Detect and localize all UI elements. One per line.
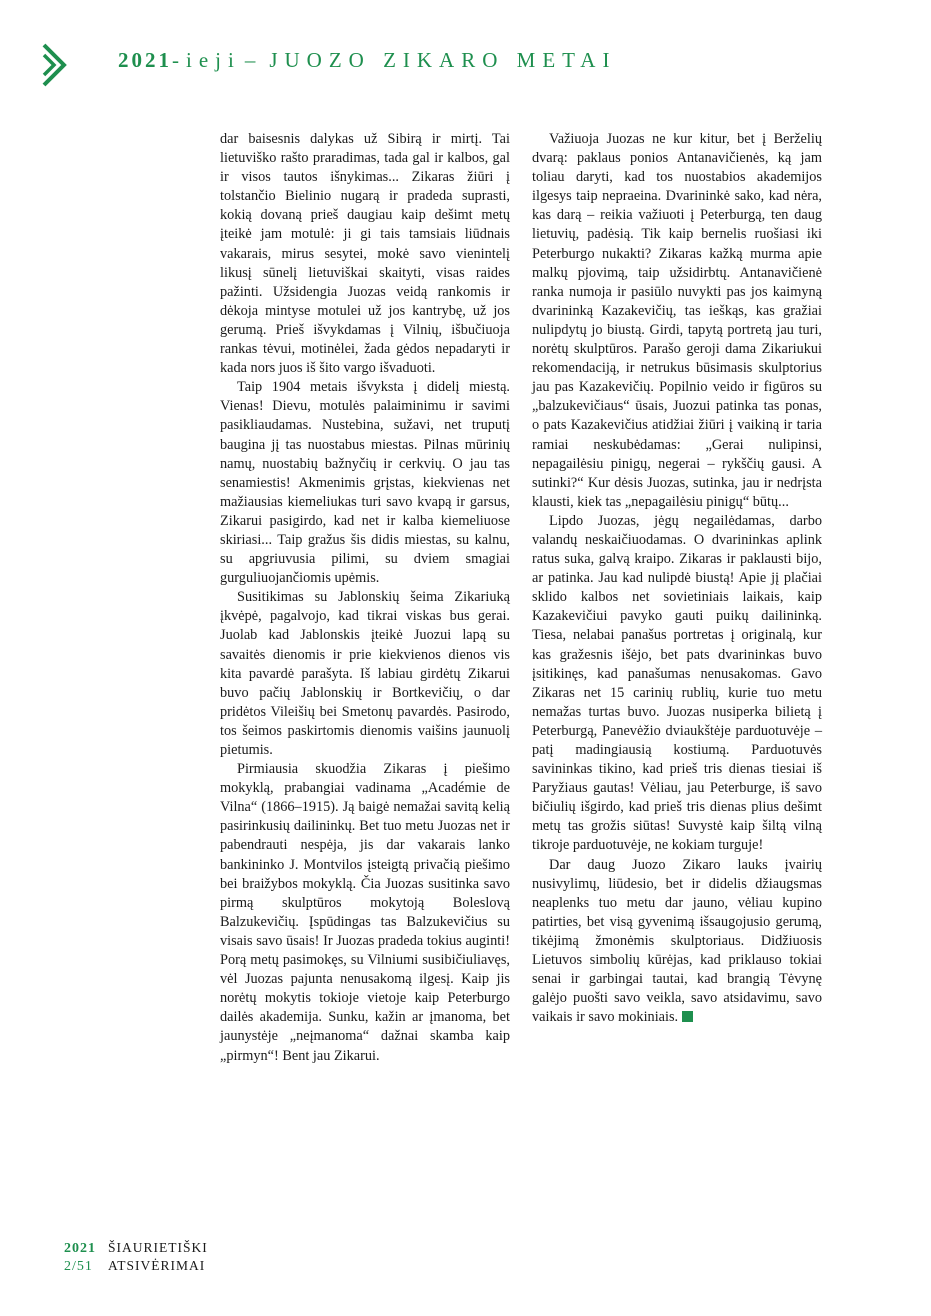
page-number: 2/51 <box>64 1259 93 1274</box>
square-end-mark <box>682 1011 693 1022</box>
paragraph-text: Dar daug Juozo Zikaro lauks įvairių nusivylimų, liūdesio, bet ir didelis džiaugsmas neaplenks tuo metu dar jauno, vėliau kupino patirties, bet visą gyvenimą išsaugojusio gerumą, tikėjimą žmonėmis skulptoriaus. Didžiuosis Lietuvos simbolių kūrėjas, kad priklauso tokiai senai ir garbingai tautai, kad brangią Tėvynę galėjo puošti savo veikla, savo atsidavimu, savo vaikais ir savo mokiniais. <box>532 856 822 1026</box>
magazine-name-line2: ATSIVĖRIMAI <box>108 1258 206 1273</box>
paragraph: Pirmiausia skuodžia Zikaras į piešimo mokyklą, prabangiai vadinama „Académie de Vilna“ (1866–1915). Ją baigė nemažai savitą kelią pasirinkusių dailininkų. Bet tuo metu Juozas net ir pabendrauti nespėja, jis dar vakarais lanko bankininko J. Montvilos įsteigtą privačią piešimo bei braižybos mokyklą. Čia Juozas susitinka savo pirmą skulptūros mokytoją Boleslovą Balzukevičių. Įspūdingas tas Balzukevičius su visais savo ūsais! Ir Juozas pradeda tokius auginti! Porą metų pasimokęs, su Vilniumi susibičiuliavęs, vėl Juozas pajunta nenusakomą ilgesį. Kaip jis norėtų mokytis tokioje vietoje kaip Peterburgo dailės akademija. Sunku, kažin ar įmanoma, bet jaunystėje „neįmanoma“ dažnai skamba kaip „pirmyn“! Bent jau Zikarui. <box>220 761 510 1064</box>
paragraph: dar baisesnis dalykas už Sibirą ir mirtį. Tai lietuviško rašto praradimas, tada gal ir kalbos, gal ir visos tautos išnykimas... Zikaras žiūri į tolstančio Bielinio nugarą ir pradeda suprasti, kokią dovaną prieš daugiau kaip dešimt metų įteikė jam motulė: ji gi tais tamsiais liūdnais vakarais, mirus sesytei, mokė savo vienintelį likusį sūnelį lietuviškai skaityti, visas raides pažinti. Užsidengia Juozas veidą rankomis ir dėkoja mintyse motulei už jos kantrybę, už jos gerumą. Prieš išvykdamas į Vilnių, išbučiuoja rankas tėvui, motinėlei, žada gėdos nepadaryti ir kada nors juos iš šito vargo išvaduoti. <box>220 131 510 377</box>
paragraph: Taip 1904 metais išvyksta į didelį miestą. Vienas! Dievu, motulės palaiminimu ir savimi pasikliaudamas. Nustebina, sužavi, net truputį baugina jį tas nuostabus miestas. Pilnas mūrinių namų, nuostabių bažnyčių ir cerkvių. O jau tas senamiestis! Akmenimis grįstas, kiekvienas net mažiausias kiemeliukas turi savo kvapą ir garsus, Zikarui pasigirdo, kad net ir kalba kiemeliuose skiriasi... Taip gražus šis didis miestas, su kalnu, su apgriuvusia pilimi, su dviem smagiai gurguliuojančiomis upėmis. <box>220 379 510 587</box>
header-dash: – <box>244 48 256 72</box>
article-column-right <box>532 130 822 1027</box>
paragraph: Važiuoja Juozas ne kur kitur, bet į Berželių dvarą: paklaus ponios Antanavičienės, ką jam toliau daryti, kad tos nuostabios akademijos ilgesys taip nepraeina. Dvarininkė sako, kad nėra, kas darą – reikia važiuoti į Peterburgą, ten daug lietuvių, padėsią. Tik kaip bernelis ruošiasi iki Peterburgo nukakti? Zikaras kažką murma apie malkų pjovimą, taip užsidirbtų. Antanavičienė ranka numoja ir pasiūlo nuvykti pas jos kaimyną dvarininką Kazakevičių, tas ieškąs, kas gražiai nulipdytų jo biustą. Girdi, tapytą portretą jau turi, norėtų skulptūros. Parašo geroji dama Zikariukui rekomendaciją, ir netrukus būsimasis skulptorius jau pas Kazakevičių. Popilnio veido ir figūros su „balzukevičiaus“ ūsais, Juozui patinka tas ponas, o pats Kazakevičius atidžiai žiūri į vaikiną ir taria ramiai neskubėdamas: „Gerai nulipinsi, nepagailėsiu pinigų, negerai – rykščių gausi. A sutinki?“ Kur dėsis Juozas, sutinka, jau ir nedrįsta klausti, kiek tas „nepagailėsiu pinigų“ būtų... <box>532 131 822 510</box>
last-paragraph <box>532 856 822 1028</box>
header-suffix: -ieji <box>172 48 241 72</box>
footer-year: 2021 <box>64 1241 96 1256</box>
header-title: JUOZO ZIKARO METAI <box>269 48 617 72</box>
paragraph: Lipdo Juozas, jėgų negailėdamas, darbo valandų neskaičiuodamas. O dvarininkas aplink ratus suka, galvą kraipo. Zikaras ir paklausti bijo, ar patinka. Jau kad nulipdė biustą! Apie jį plačiai sklido kalbos net sovietiniais laikais, kaip Kazakevičiui pavyko gauti puikų dailininką. Tiesa, nelabai panašus portretas į originalą, kur kas gražesnis išėjo, bet pats dvarininkas buvo įsitikinęs, kad panašumas nenusakomas. Gavo Zikaras net 15 carinių rublių, kurie tuo metu nemažas turtas buvo. Juozas nusiperka bilietą į Peterburgą, Panevėžio dviaukštėje parduotuvėje – patį madingiausią kostiumą. Parduotuvės savininkas tikino, kad prieš tris dienas tiesiai iš Paryžiaus gautas! Vėliau, jau Peterburge, iš savo bičiulių išgirdo, kad prieš tris dienas plius dešimt metų tas grožis siūtas! Suvystė kaip šiltą vilną tikroje parduotuvėje, ne kokiam turguje! <box>532 512 822 854</box>
magazine-name-line1: ŠIAURIETIŠKI <box>108 1240 208 1255</box>
header-year: 2021 <box>118 48 172 72</box>
page-header <box>118 48 616 73</box>
paragraph: Susitikimas su Jablonskių šeima Zikariuką įkvėpė, pagalvojo, kad tikrai viskas bus gerai. Juolab kad Jablonskis įteikė Juozui lapą su savaitės dienomis ir prie kiekvienos dienos vis kita pavardė parašyta. Iš labiau girdėtų Zikarui buvo pačių Jablonskių ir Bortkevičių, o dar pridėtos Vileišių bei Smetonų pavardės. Pasirodo, tos šeimos paskirtomis dienomis vaišins jaunuolį pietumis. <box>220 589 510 758</box>
page-footer <box>64 1239 208 1275</box>
article-column-left <box>220 130 510 1066</box>
chevron-right-icon <box>40 42 68 88</box>
